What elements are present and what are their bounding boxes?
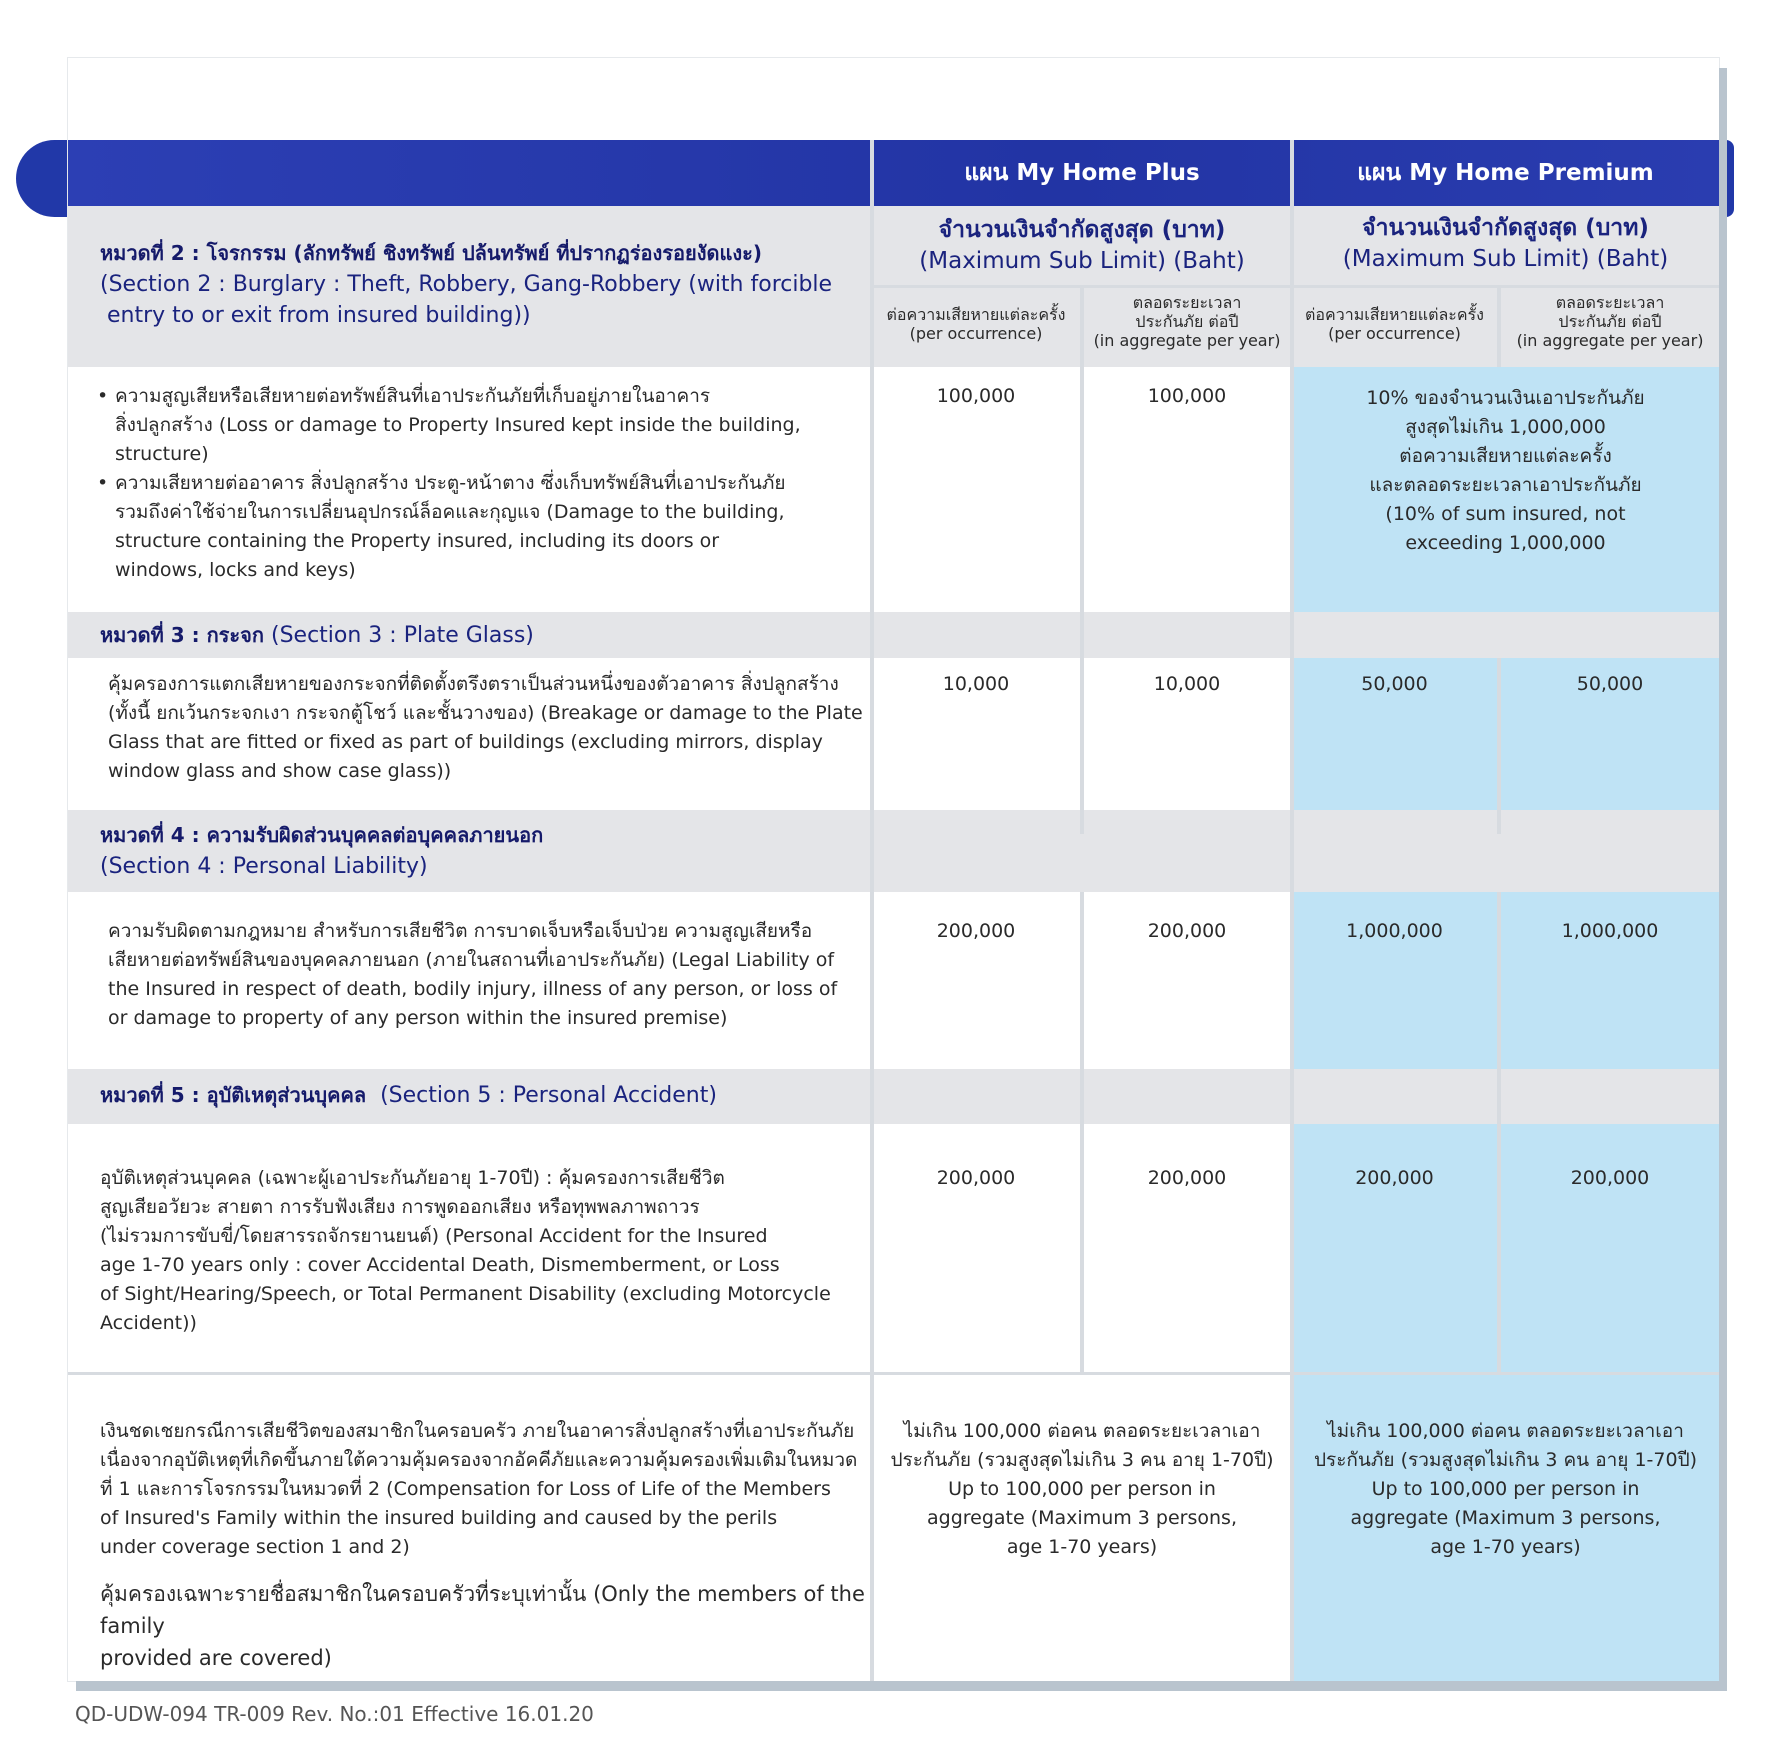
- s5-plus-occurrence: 200,000: [936, 1167, 1016, 1189]
- column-divider-plus-1: [1080, 286, 1084, 834]
- premium-aggregate-header: ตลอดระยะเวลา ประกันภัย ต่อปี (in aggregate per year): [1516, 293, 1704, 350]
- family-plus-limit: ไม่เกิน 100,000 ต่อคน ตลอดระยะเวลาเอา ประกันภัย (รวมสูงสุดไม่เกิน 3 คน อายุ 1-70ปี) Up to 100,000 per person in aggregate (Maximum 3 persons, age 1-70 years): [890, 1420, 1274, 1558]
- s5-plus-aggregate: 200,000: [1147, 1167, 1227, 1189]
- s4-plus-occurrence: 200,000: [936, 920, 1016, 942]
- section3-description: คุ้มครองการแตกเสียหายของกระจกที่ติดตั้งตรึงตราเป็นส่วนหนึ่งของตัวอาคาร สิ่งปลูกสร้าง (ทั้งนี้ ยกเว้นกระจกเงา กระจกตู้โชว์ และชั้นวางของ) (Breakage or damage to the Plate Glass that are fitted or fixed as part of buildings (excluding mirrors, display window glass and show case glass)): [108, 673, 863, 782]
- plus-aggregate-header: ตลอดระยะเวลา ประกันภัย ต่อปี (in aggregate per year): [1093, 293, 1281, 350]
- section4-description: ความรับผิดตามกฎหมาย สำหรับการเสียชีวิต การบาดเจ็บหรือเจ็บป่วย ความสูญเสียหรือ เสียหายต่อทรัพย์สินของบุคคลภายนอก (ภายในสถานที่เอาประกันภัย) (Legal Liability of the Insured in respect of death, bodily injury, illness of any person, or loss of or damage to property of any person within the insured premise): [108, 920, 838, 1029]
- column-divider-premium-3: [1497, 892, 1501, 1374]
- family-premium-limit: ไม่เกิน 100,000 ต่อคน ตลอดระยะเวลาเอา ประกันภัย (รวมสูงสุดไม่เกิน 3 คน อายุ 1-70ปี) Up to 100,000 per person in aggregate (Maximum 3 persons, age 1-70 years): [1313, 1420, 1698, 1558]
- section5-description: อุบัติเหตุส่วนบุคคล (เฉพาะผู้เอาประกันภัยอายุ 1-70ปี) : คุ้มครองการเสียชีวิต สูญเสียอวัยวะ สายตา การรับฟังเสียง การพูดออกเสียง หรือทุพพลภาพถาวร (ไม่รวมการขับขี่/โดยสารรถจักรยานยนต์) (Personal Accident for the Insured age 1-70 years only : cover Accidental Death, Dismemberment, or Loss of Sight/Hearing/Speech, or Total Permanent Disability (excluding Motorcycle Accident)): [100, 1167, 831, 1334]
- s4-plus-aggregate: 200,000: [1147, 920, 1227, 942]
- premium-highlight-s5: [1292, 1124, 1719, 1374]
- family-compensation-description: เงินชดเชยกรณีการเสียชีวิตของสมาชิกในครอบครัว ภายในอาคารสิ่งปลูกสร้างที่เอาประกันภัย เนื่องจากอุบัติเหตุที่เกิดขึ้นภายใต้ความคุ้มครองจากอัคคีภัยและความคุ้มครองเพิ่มเติมในหมวด ที่ 1 และการโจรกรรมในหมวดที่ 2 (Compensation for Loss of Life of the Members of Insured's Family within the insured building and caused by the perils under coverage section 1 and 2): [100, 1420, 858, 1558]
- plan-premium-title: แผน My Home Premium: [1357, 160, 1654, 186]
- s5-premium-occurrence: 200,000: [1355, 1167, 1434, 1189]
- family-row-top-line: [68, 1372, 1719, 1375]
- s2-plus-occurrence: 100,000: [936, 385, 1016, 407]
- section3-title: หมวดที่ 3 : กระจก (Section 3 : Plate Glass): [100, 623, 534, 648]
- s2-premium-limit: 10% ของจำนวนเงินเอาประกันภัย สูงสุดไม่เกิน 1,000,000 ต่อความเสียหายแต่ละครั้ง และตลอดระยะเวลาเอาประกันภัย (10% of sum insured, not exceeding 1,000,000: [1366, 387, 1645, 554]
- s4-premium-aggregate: 1,000,000: [1561, 920, 1659, 942]
- s3-plus-aggregate: 10,000: [1153, 673, 1221, 695]
- section2-title: หมวดที่ 2 : โจรกรรม (ลักทรัพย์ ชิงทรัพย์ ปล้นทรัพย์ ที่ปรากฏร่องรอยงัดแงะ) (Section 2 : Burglary : Theft, Robbery, Gang-Robbery (with forcible entry to or exit from insured building)): [100, 241, 833, 328]
- s2-plus-aggregate: 100,000: [1147, 385, 1227, 407]
- s3-plus-occurrence: 10,000: [942, 673, 1010, 695]
- premium-limit-header: จำนวนเงินจำกัดสูงสุด (บาท) (Maximum Sub Limit) (Baht): [1342, 215, 1669, 272]
- column-divider-plus-2: [1080, 892, 1084, 1374]
- premium-per-occurrence-header: ต่อความเสียหายแต่ละครั้ง (per occurrence): [1305, 305, 1484, 343]
- section2-description: [97, 382, 867, 585]
- s3-premium-occurrence: 50,000: [1361, 673, 1428, 695]
- document-reference-footer: QD-UDW-094 TR-009 Rev. No.:01 Effective 16.01.20: [75, 1702, 594, 1726]
- s3-premium-aggregate: 50,000: [1576, 673, 1644, 695]
- header-split-line: [872, 285, 1719, 288]
- plan-plus-title: แผน My Home Plus: [964, 160, 1200, 186]
- list-item: • ความเสียหายต่ออาคาร สิ่งปลูกสร้าง ประตู-หน้าตาง ซึ่งเก็บทรัพย์สินที่เอาประกันภัย รวมถึงค่าใช้จ่ายในการเปลี่ยนอุปกรณ์ล็อคและกุญแจ (Damage to the building, structure containing the Property insured, including its doors or windows, locks and keys): [97, 469, 867, 585]
- s4-premium-occurrence: 1,000,000: [1346, 920, 1443, 942]
- section5-title: หมวดที่ 5 : อุบัติเหตุส่วนบุคคล (Section 5 : Personal Accident): [100, 1083, 717, 1108]
- list-item: • ความสูญเสียหรือเสียหายต่อทรัพย์สินที่เอาประกันภัยที่เก็บอยู่ภายในอาคาร สิ่งปลูกสร้าง (Loss or damage to Property Insured kept inside the building, structure): [97, 382, 867, 469]
- plus-limit-header: จำนวนเงินจำกัดสูงสุด (บาท) (Maximum Sub Limit) (Baht): [919, 217, 1245, 274]
- s5-premium-aggregate: 200,000: [1570, 1167, 1650, 1189]
- section4-title: หมวดที่ 4 : ความรับผิดส่วนบุคคลต่อบุคคลภายนอก (Section 4 : Personal Liability): [100, 823, 544, 879]
- plus-per-occurrence-header: ต่อความเสียหายแต่ละครั้ง (per occurrence): [886, 305, 1066, 343]
- family-coverage-note: คุ้มครองเฉพาะรายชื่อสมาชิกในครอบครัวที่ระบุเท่านั้น (Only the members of the family provided are covered): [100, 1582, 865, 1670]
